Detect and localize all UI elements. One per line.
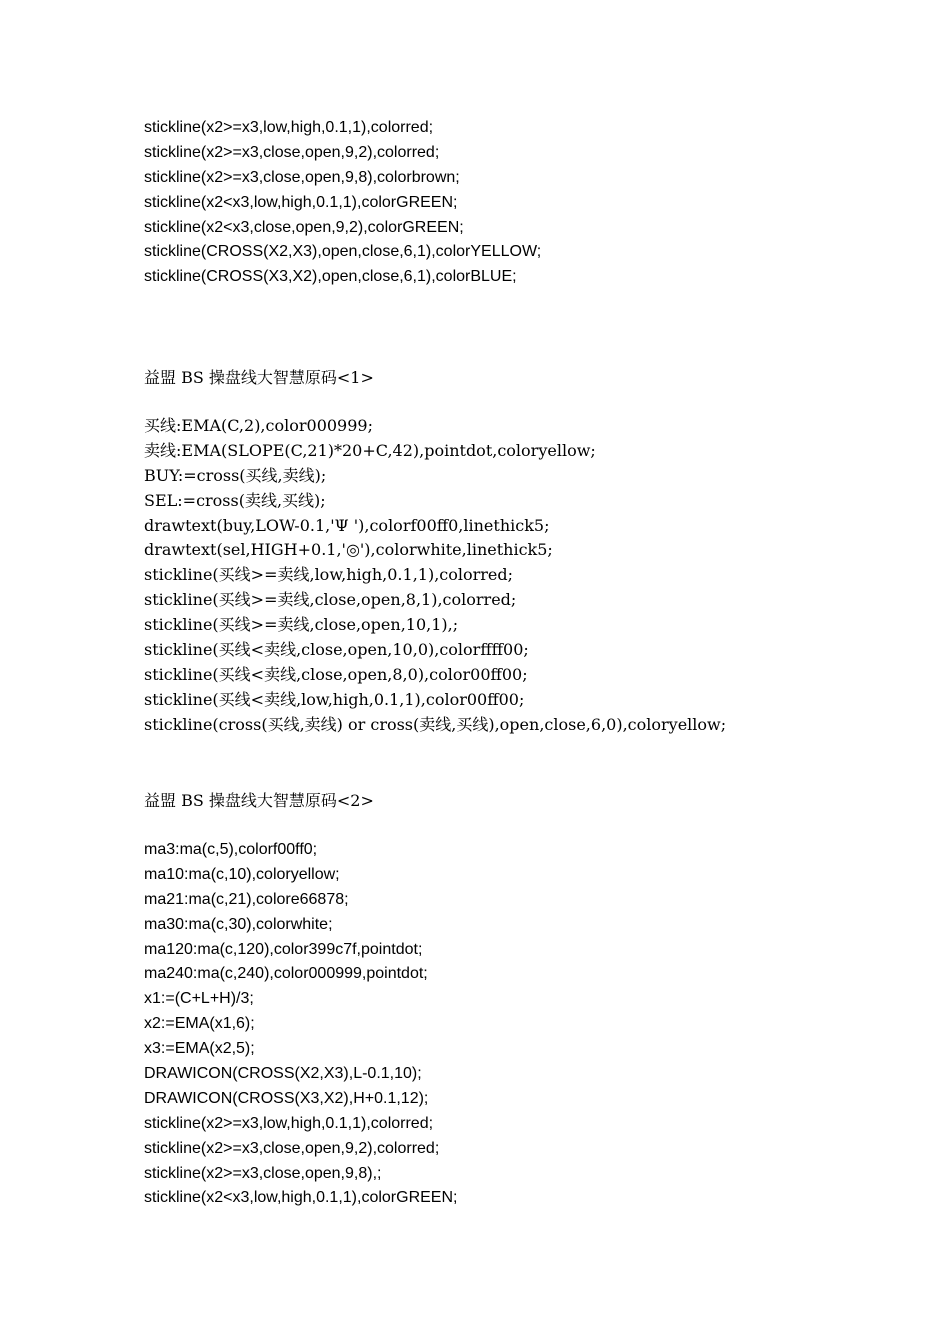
code-line: stickline(x2<x3,low,high,0.1,1),colorGREEN; [144,193,458,211]
code-line: stickline(买线<卖线,low,high,0.1,1),color00ff00; [144,689,525,709]
code-line: drawtext(sel,HIGH+0.1,'◎'),colorwhite,linethick5; [144,540,553,560]
code-line: x1:=(C+L+H)/3; [144,990,254,1008]
code-line: 卖线:EMA(SLOPE(C,21)*20+C,42),pointdot,coloryellow; [144,440,596,460]
code-line: stickline(x2<x3,close,open,9,2),colorGREEN; [144,218,464,236]
code-line: stickline(买线>=卖线,close,open,10,1),; [144,615,459,635]
code-line: drawtext(buy,LOW-0.1,'Ψ '),colorf00ff0,linethick5; [144,515,550,535]
section-1-heading-wrap [144,365,904,390]
code-line: stickline(x2>=x3,close,open,9,8),colorbrown; [144,168,460,186]
code-line: ma240:ma(c,240),color000999,pointdot; [144,965,428,983]
code-line: ma120:ma(c,120),color399c7f,pointdot; [144,940,423,958]
code-line: BUY:=cross(买线,卖线); [144,465,327,485]
section-1-heading: 益盟 BS 操盘线大智慧原码<1> [144,368,374,387]
code-line: SEL:=cross(卖线,买线); [144,490,326,510]
code-line: ma30:ma(c,30),colorwhite; [144,915,333,933]
code-line: stickline(买线>=卖线,close,open,8,1),colorred; [144,590,517,610]
code-line: stickline(买线>=卖线,low,high,0.1,1),colorred; [144,565,514,585]
section-2-heading: 益盟 BS 操盘线大智慧原码<2> [144,791,374,810]
code-line: stickline(x2>=x3,close,open,9,8),; [144,1164,382,1182]
code-line: ma21:ma(c,21),colore66878; [144,890,349,908]
code-line: stickline(买线<卖线,close,open,8,0),color00ff00; [144,664,528,684]
code-line: stickline(CROSS(X2,X3),open,close,6,1),colorYELLOW; [144,243,542,261]
code-line: x2:=EMA(x1,6); [144,1015,255,1033]
code-line: x3:=EMA(x2,5); [144,1040,255,1058]
code-line: stickline(x2<x3,low,high,0.1,1),colorGREEN; [144,1189,458,1207]
section-2-heading-wrap [144,788,904,813]
code-line: 买线:EMA(C,2),color000999; [144,416,373,435]
code-line: stickline(cross(买线,卖线) or cross(卖线,买线),open,close,6,0),coloryellow; [144,714,727,734]
code-line: stickline(x2>=x3,close,open,9,2),colorred; [144,1139,440,1157]
section-2-code-block [144,838,904,1211]
code-line: stickline(x2>=x3,close,open,9,2),colorred; [144,143,440,161]
code-line: stickline(x2>=x3,low,high,0.1,1),colorred; [144,119,434,136]
code-block-continued [144,116,904,290]
code-line: ma10:ma(c,10),coloryellow; [144,865,340,883]
code-line: stickline(CROSS(X3,X2),open,close,6,1),colorBLUE; [144,268,517,286]
code-line: stickline(x2>=x3,low,high,0.1,1),colorred; [144,1114,434,1132]
code-line: DRAWICON(CROSS(X2,X3),L-0.1,10); [144,1065,422,1083]
code-line: ma3:ma(c,5),colorf00ff0; [144,841,318,858]
code-line: DRAWICON(CROSS(X3,X2),H+0.1,12); [144,1089,429,1107]
code-line: stickline(买线<卖线,close,open,10,0),colorffff00; [144,640,529,660]
section-1-code-block [144,414,904,738]
